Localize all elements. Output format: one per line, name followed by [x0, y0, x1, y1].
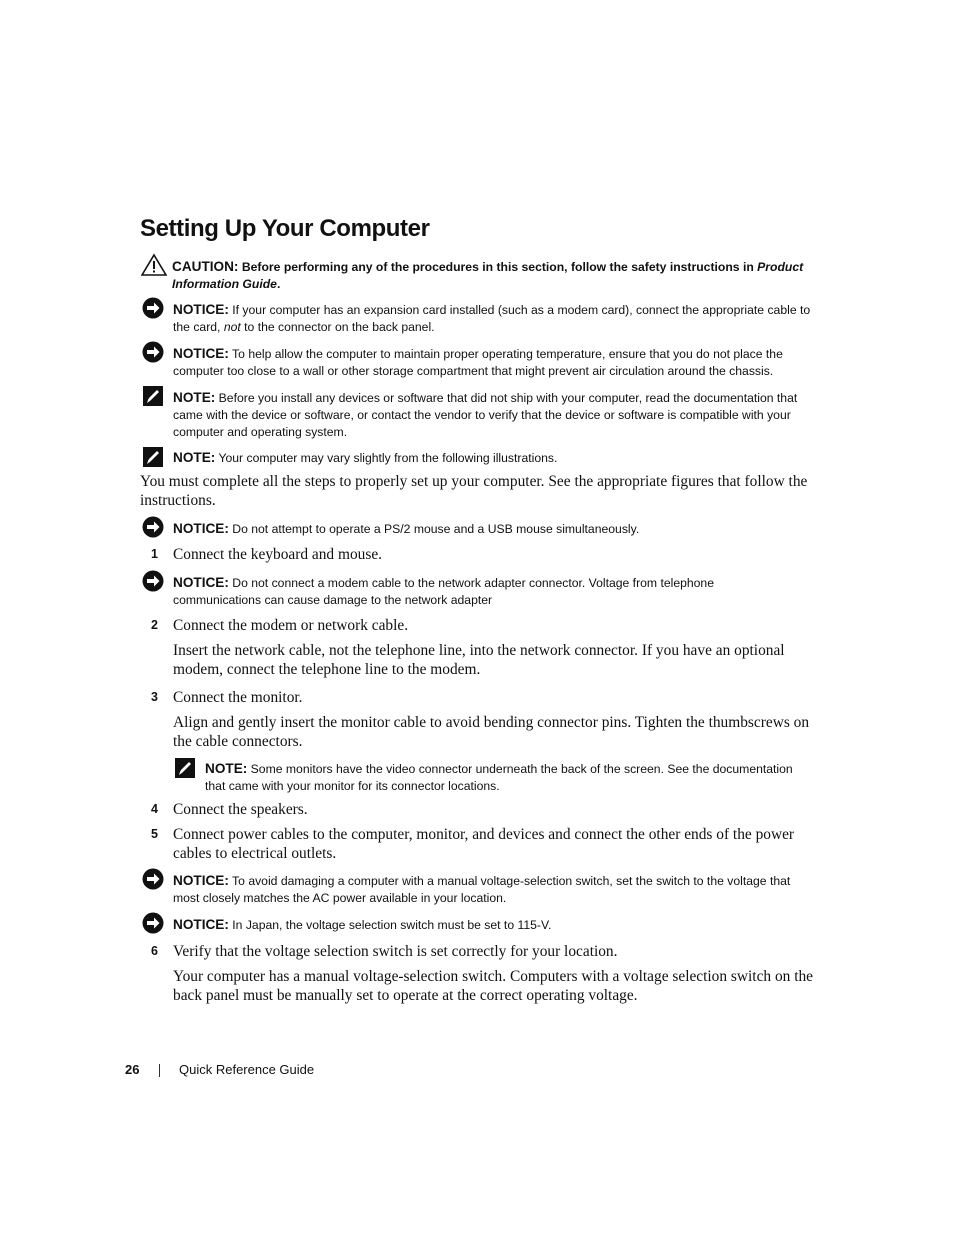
notice-block-5 [173, 872, 814, 907]
notice-block-1 [173, 301, 814, 336]
step-number: 4 [151, 802, 158, 816]
warning-triangle-icon [141, 253, 167, 277]
notice-label: NOTICE: [173, 302, 229, 317]
step-text: Verify that the voltage selection switch is set correctly for your location. [173, 943, 618, 960]
notice-arrow-icon [142, 516, 164, 538]
note-pencil-icon [142, 385, 164, 407]
notice-text: To avoid damaging a computer with a manual voltage-selection switch, set the switch to the voltage that most closely matches the AC power available in your location. [173, 874, 791, 905]
footer-title: Quick Reference Guide [179, 1062, 315, 1077]
step-detail: Your computer has a manual voltage-selection switch. Computers with a voltage selection switch on the back panel must be manually set to operate at the correct operating voltage. [173, 968, 813, 1004]
notice-text: Do not attempt to operate a PS/2 mouse and a USB mouse simultaneously. [228, 522, 640, 536]
note-pencil-icon [174, 757, 196, 779]
notice-label: NOTICE: [173, 873, 229, 888]
step-text: Connect the speakers. [173, 801, 308, 818]
page-number: 26 [125, 1062, 140, 1077]
note-label: NOTE: [173, 450, 216, 465]
note-text: Before you install any devices or software that did not ship with your computer, read the documentation that came with the device or software, or contact the vendor to verify that the device or software is compatible with your computer and operating system. [173, 391, 798, 439]
notice-arrow-icon [142, 912, 164, 934]
notice-block-4 [173, 574, 773, 609]
intro-paragraph: You must complete all the steps to properly set up your computer. See the appropriate figures that follow the instructions. [140, 473, 808, 509]
notice-block-2 [173, 345, 814, 380]
step-detail: Align and gently insert the monitor cable to avoid bending connector pins. Tighten the thumbscrews on the cable connectors. [173, 714, 810, 750]
note-block-3 [205, 760, 815, 795]
notice-block-6 [173, 916, 814, 934]
notice-arrow-icon [142, 868, 164, 890]
notice-text-end: to the connector on the back panel. [240, 320, 435, 334]
step-number: 3 [151, 690, 158, 704]
notice-block-3 [173, 520, 814, 538]
notice-text: If your computer has an expansion card installed (such as a modem card), connect the appropriate cable to the card, [173, 303, 811, 334]
caution-text: Before performing any of the procedures in this section, follow the safety instructions in [238, 260, 758, 274]
step-text: Connect the keyboard and mouse. [173, 546, 382, 563]
notice-label: NOTICE: [173, 917, 229, 932]
note-block-2 [173, 449, 814, 467]
step-number: 1 [151, 547, 158, 561]
notice-label: NOTICE: [173, 346, 229, 361]
notice-arrow-icon [142, 341, 164, 363]
caution-label: CAUTION: [172, 259, 239, 274]
note-text: Your computer may vary slightly from the following illustrations. [215, 451, 558, 465]
caution-doc: Product Information Guide [172, 260, 804, 291]
note-block-1 [173, 389, 814, 441]
caution-end: . [276, 277, 281, 291]
note-pencil-icon [142, 446, 164, 468]
step-text: Connect power cables to the computer, monitor, and devices and connect the other ends of the power cables to electrical outlets. [173, 826, 795, 862]
step-number: 5 [151, 827, 158, 841]
caution-block [172, 258, 812, 293]
step-number: 2 [151, 618, 158, 632]
notice-text: To help allow the computer to maintain proper operating temperature, ensure that you do not place the computer too close to a wall or other storage compartment that might prevent air circulation around the chassis. [173, 347, 783, 378]
notice-label: NOTICE: [173, 575, 229, 590]
notice-arrow-icon [142, 570, 164, 592]
footer-divider [159, 1064, 160, 1077]
note-label: NOTE: [205, 761, 248, 776]
notice-arrow-icon [142, 297, 164, 319]
step-text: Connect the monitor. [173, 689, 303, 706]
notice-text: Do not connect a modem cable to the network adapter connector. Voltage from telephone communications can cause damage to the network adapter [173, 576, 714, 607]
notice-label: NOTICE: [173, 521, 229, 536]
note-label: NOTE: [173, 390, 216, 405]
step-text: Connect the modem or network cable. [173, 617, 409, 634]
step-detail: Insert the network cable, not the telephone line, into the network connector. If you have an optional modem, connect the telephone line to the modem. [173, 642, 785, 678]
notice-emphasis: not [223, 320, 241, 334]
note-text: Some monitors have the video connector underneath the back of the screen. See the documentation that came with your monitor for its connector locations. [205, 762, 793, 793]
step-number: 6 [151, 944, 158, 958]
notice-text: In Japan, the voltage selection switch must be set to 115-V. [228, 918, 552, 932]
page-heading: Setting Up Your Computer [140, 215, 430, 242]
